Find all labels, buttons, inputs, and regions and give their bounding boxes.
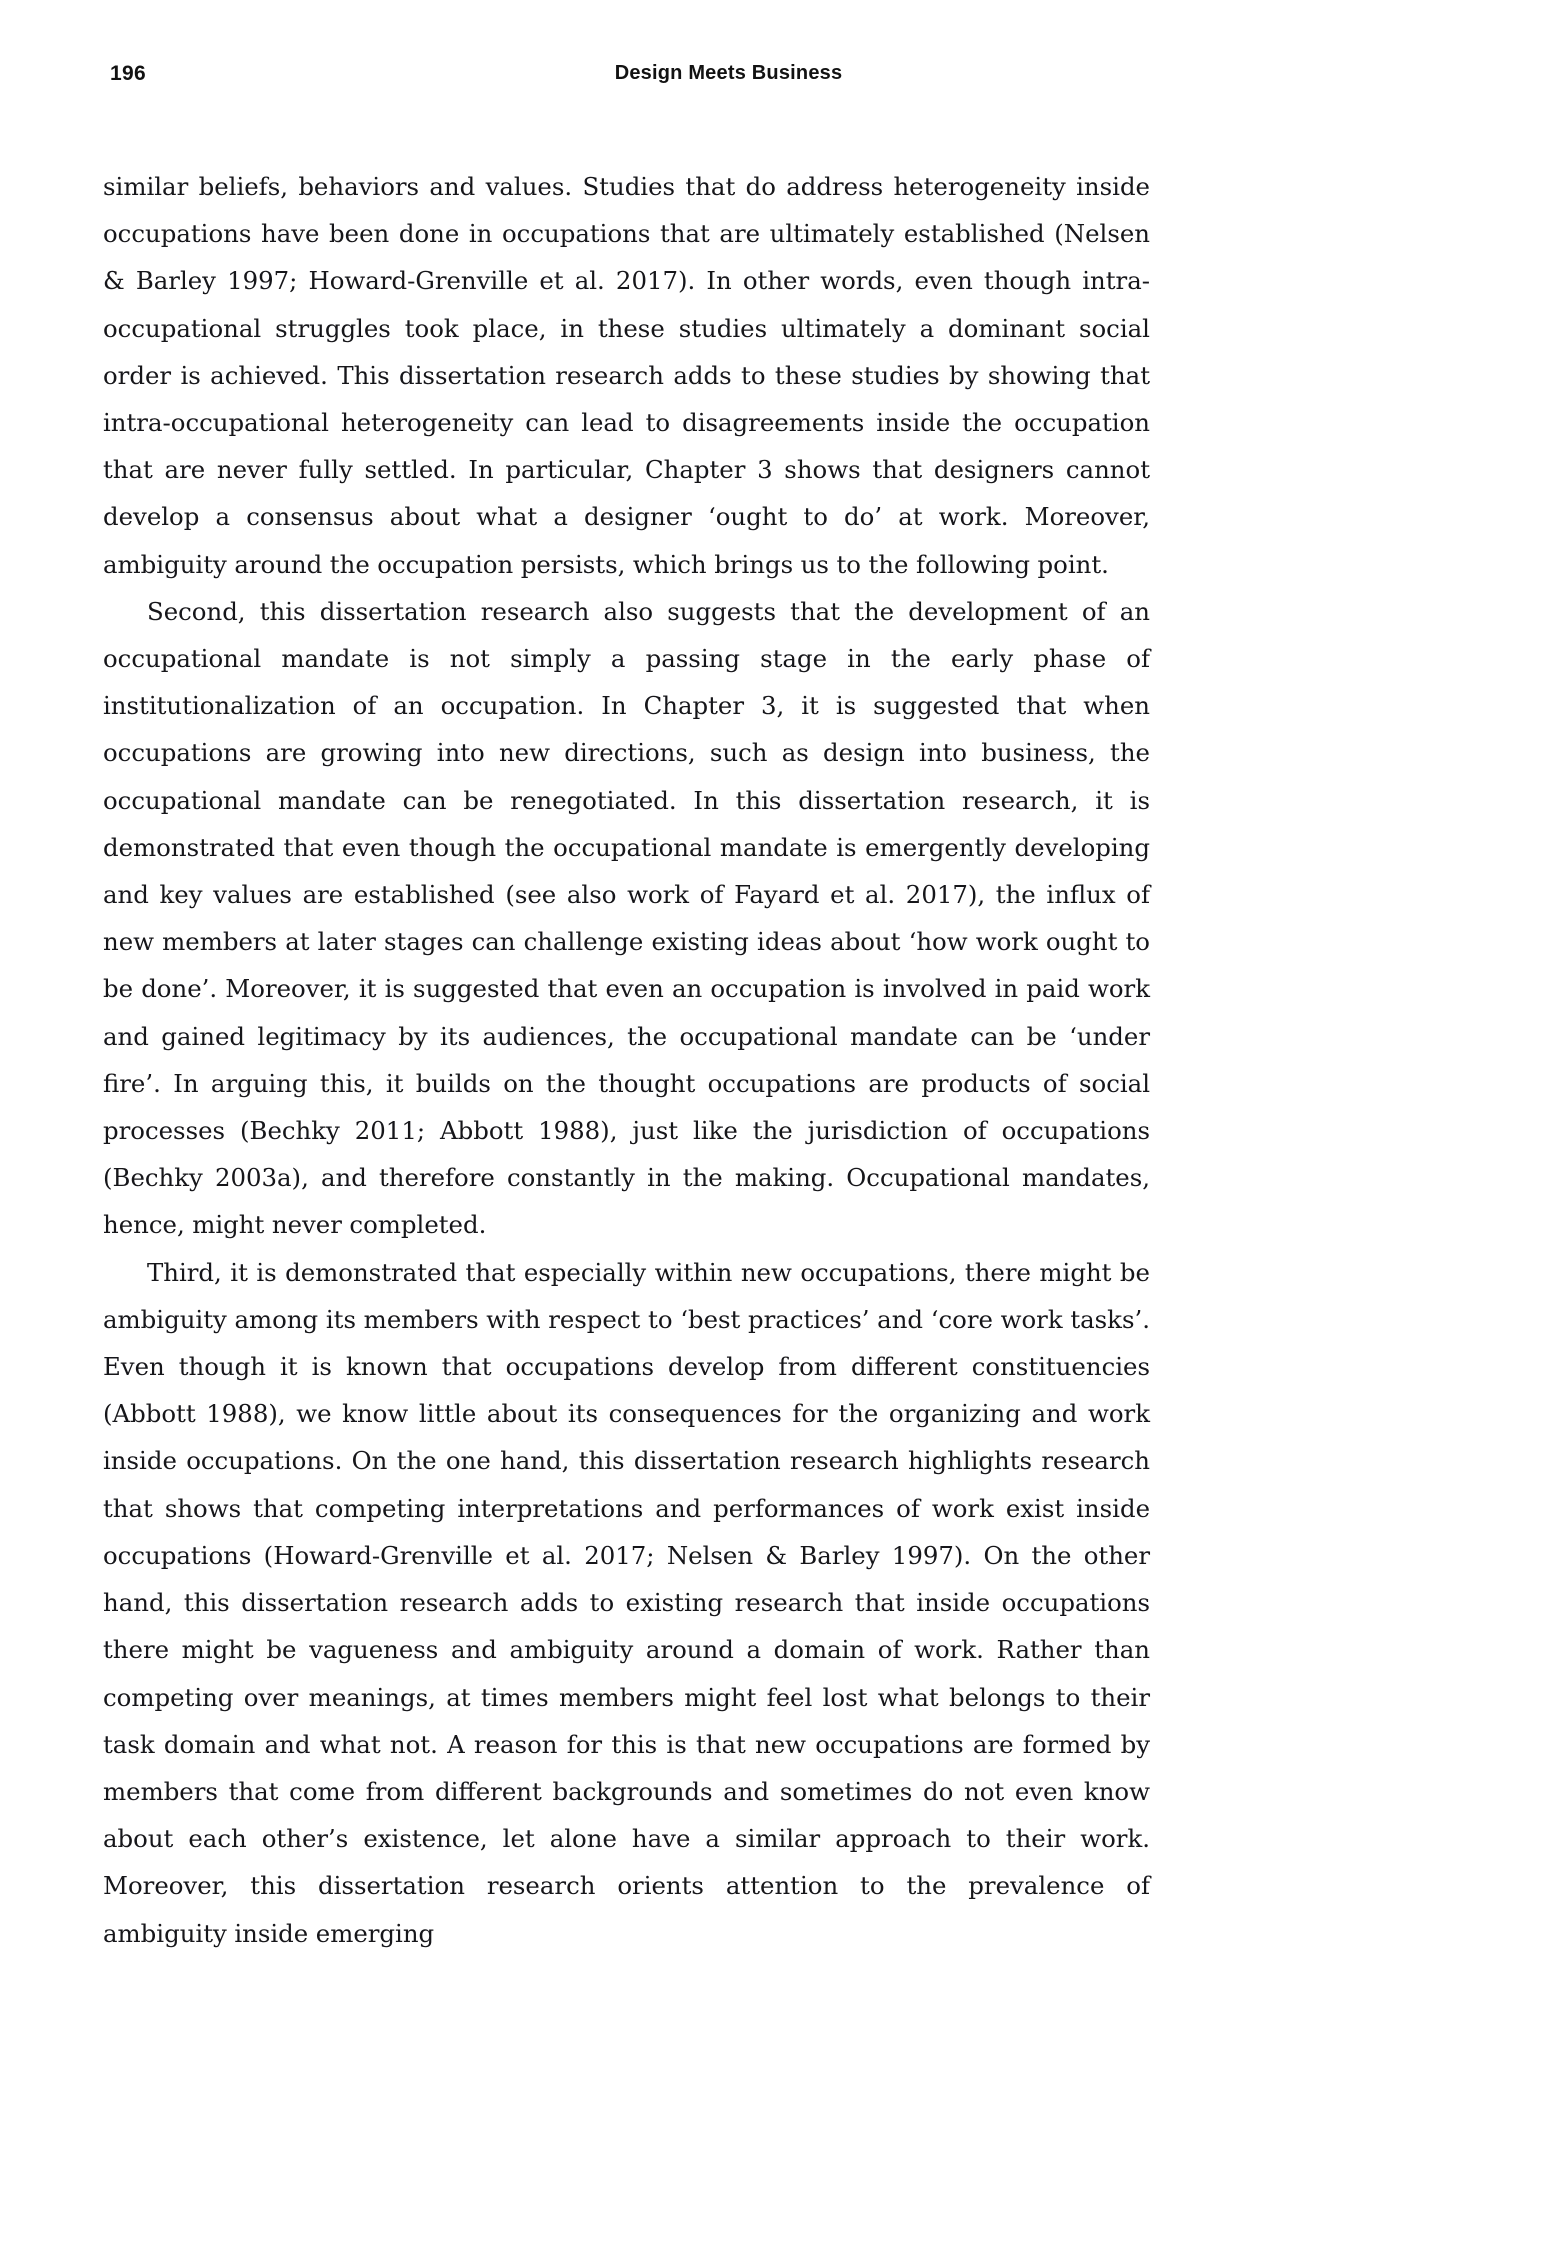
paragraph-2: Second, this dissertation research also suggests that the development of an occupational mandate is not simply a passing stage in the early phase of institutionalization of an occupation. In Chapter 3, it is suggested that when occupations are growing into new directions, such as design into business, the occupational mandate can be renegotiated. In this dissertation research, it is demonstrated that even though the occupational mandate is emergently developing and key values are established (see also work of Fayard et al. 2017), the influx of new members at later stages can challenge existing ideas about ‘how work ought to be done’. Moreover, it is suggested that even an occupation is involved in paid work and gained legitimacy by its audiences, the occupational mandate can be ‘under fire’. In arguing this, it builds on the thought occupations are products of social processes (Bechky 2011; Abbott 1988), just like the jurisdiction of occupations (Bechky 2003a), and therefore constantly in the making. Occupational mandates, hence, might never completed. [103,596,1150,1240]
page-number: 196 [110,62,146,85]
running-title: Design Meets Business [614,62,843,84]
paragraph-3: Third, it is demonstrated that especially within new occupations, there might be ambiguity among its members with respect to ‘best practices’ and ‘core work tasks’. Even though it is known that occupations develop from different constituencies (Abbott 1988), we know little about its consequences for the organizing and work inside occupations. On the one hand, this dissertation research highlights research that shows that competing interpretations and performances of work exist inside occupations (Howard-Grenville et al. 2017; Nelsen & Barley 1997). On the other hand, this dissertation research adds to existing research that inside occupations there might be vagueness and ambiguity around a domain of work. Rather than competing over meanings, at times members might feel lost what belongs to their task domain and what not. A reason for this is that new occupations are formed by members that come from different backgrounds and sometimes do not even know about each other’s existence, let alone have a similar approach to their work. Moreover, this dissertation research orients attention to the prevalence of ambiguity inside emerging [103,1257,1150,1948]
body-text-column [103,163,1150,1957]
page-header [110,62,1437,92]
paragraph-1: similar beliefs, behaviors and values. Studies that do address heterogeneity inside occupations have been done in occupations that are ultimately established (Nelsen & Barley 1997; Howard-Grenville et al. 2017). In other words, even though intra-occupational struggles took place, in these studies ultimately a dominant social order is achieved. This dissertation research adds to these studies by showing that intra-occupational heterogeneity can lead to disagreements inside the occupation that are never fully settled. In particular, Chapter 3 shows that designers cannot develop a consensus about what a designer ‘ought to do’ at work. Moreover, ambiguity around the occupation persists, which brings us to the following point. [103,172,1150,579]
